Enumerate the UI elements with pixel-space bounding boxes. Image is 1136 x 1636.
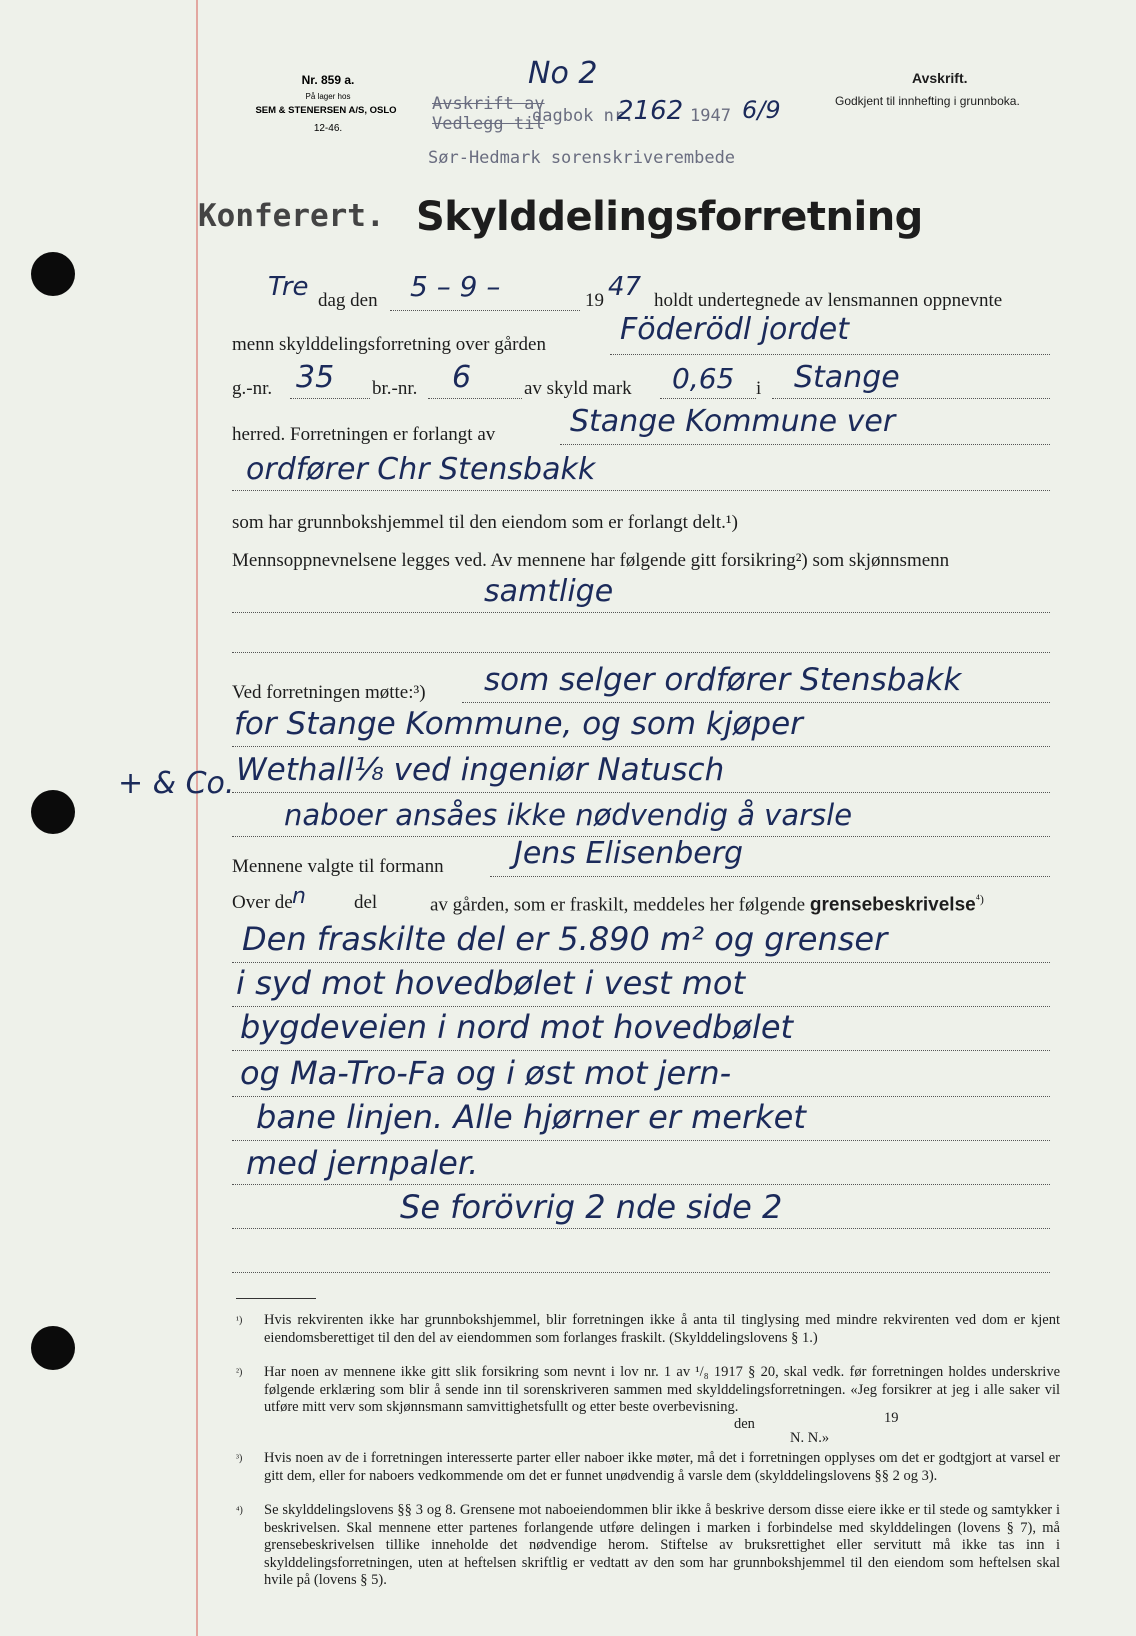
footnote-3-number: ³) [236, 1453, 243, 1464]
grense-rule-7 [232, 1228, 1050, 1229]
farm-label: menn skylddelingsforretning over gården [232, 334, 546, 355]
publisher-note: På lager hos [305, 92, 351, 101]
form-number: Nr. 859 a. [301, 73, 355, 87]
over-de-handwritten: n [292, 884, 306, 909]
dag-den-label: dag den [318, 290, 378, 311]
mote-line-1: som selger ordfører Stensbakk [484, 662, 962, 698]
grense-line-5: bane linjen. Alle hjørner er merket [256, 1098, 806, 1136]
hjemmel-text: som har grunnbokshjemmel til den eiendom som er forlangt delt.¹) [232, 512, 738, 533]
grense-rule-2 [232, 1006, 1050, 1007]
dagbok-label: dagbok nr. [532, 106, 635, 126]
office-stamp: Sør-Hedmark sorenskriverembede [428, 148, 736, 168]
grense-rule-5 [232, 1140, 1050, 1141]
dagbok-number: 2162 [617, 96, 684, 126]
footnote-2-signature: N. N.» [790, 1430, 830, 1446]
oppnevnelse-text: Mennsoppnevnelsene legges ved. Av mennene har følgende gitt forsikring²) som skjønnsmenn [232, 550, 950, 571]
year-stamp: 1947 [690, 106, 731, 126]
footnote-4-number: ⁴) [236, 1505, 243, 1516]
grense-rule-3 [232, 1050, 1050, 1051]
footnote-4-text: Se skylddelingslovens §§ 3 og 8. Grensene mot naboeiendommen blir ikke å beskrive dersom disse eiere ikke er til stede og samtykker i beskrivelsen. Skal mennene etter partenes forlangende utføre delingen i marken i forbindelse med skylddelingen (lovens § 7), må grensebeskrivelsen tillike inneholde det nødvendige herom. Stiftelse av bruksrettighet eller servitutt må ikke tas inn i skylddelingsforretningen, uten at heftelsen skriftlig er vedtatt av den som har grunnbokshjemmel til den eiendom som heftelsen skal hvile på (lovens § 5). [264, 1502, 1060, 1588]
grense-rule-4 [232, 1096, 1050, 1097]
over-rest: av gården, som er fraskilt, meddeles her følgende [430, 894, 806, 916]
grense-rule-1 [232, 962, 1050, 963]
gnr-label: g.-nr. [232, 378, 273, 399]
line9-rule [232, 652, 1050, 653]
mote-line-2: for Stange Kommune, og som kjøper [234, 706, 803, 742]
over-de-label: Over de [232, 892, 293, 913]
i-label: i [756, 378, 762, 399]
del-label: del [354, 892, 378, 913]
line8-rule [232, 612, 1050, 613]
requester-continued: ordfører Chr Stensbakk [246, 452, 596, 487]
bnr-value: 6 [452, 360, 472, 395]
bnr-rule [428, 398, 522, 399]
footnote-separator [236, 1298, 316, 1299]
mote-rule-1 [462, 702, 1050, 703]
mote-line-3: Wethall¹⁄₈ ved ingeniør Natusch [236, 752, 725, 788]
grense-rule-6 [232, 1184, 1050, 1185]
grense-line-3: bygdeveien i nord mot hovedbølet [240, 1008, 794, 1046]
place-value: Stange [794, 360, 900, 395]
mote-rule-2 [232, 746, 1050, 747]
grense-line [430, 892, 984, 916]
requester-label: herred. Forretningen er forlangt av [232, 424, 496, 445]
formann-value: Jens Elisenberg [514, 836, 744, 871]
footnote-1 [236, 1312, 1060, 1347]
footnote-4 [236, 1502, 1060, 1590]
farm-rule [610, 354, 1050, 355]
grense-line-6: med jernpaler. [246, 1144, 479, 1182]
year-handwritten: 47 [608, 272, 642, 302]
date-handwritten: 5 – 9 – [410, 270, 501, 303]
punch-hole-bottom [31, 1326, 75, 1370]
grense-rule-8 [232, 1272, 1050, 1273]
gnr-rule [290, 398, 370, 399]
grense-line-1: Den fraskilte del er 5.890 m² og grenser [242, 920, 888, 958]
publisher: SEM & STENERSEN A/S, OSLO [255, 105, 397, 116]
place-rule [772, 398, 1050, 399]
formann-rule [490, 876, 1050, 877]
bnr-label: br.-nr. [372, 378, 418, 399]
date-written: 6/9 [742, 96, 781, 124]
requester-value: Stange Kommune ver [570, 404, 896, 439]
requester-rule [560, 444, 1050, 445]
year-print: 19 [585, 290, 604, 311]
line1-text: holdt undertegnede av lensmannen oppnevnte [654, 290, 1003, 311]
grense-footnote-ref: ⁴) [975, 892, 984, 906]
konferert-stamp: Konferert. [198, 198, 385, 234]
footnote-3-text: Hvis noen av de i forretningen interesserte parter eller naboer ikke møter, må det i forretningen opplyses om det er godtgjort at varsel er gitt dem, eller for naboers vedkommende om det er funnet unødvendig å varsle dem (skylddelingslovens §§ 2 og 3). [264, 1450, 1060, 1484]
grense-line-7: Se forövrig 2 nde side 2 [400, 1188, 783, 1226]
grense-line-4: og Ma-Tro-Fa og i øst mot jern- [240, 1054, 732, 1092]
gnr-value: 35 [296, 360, 335, 395]
mote-label: Ved forretningen møtte:³) [232, 682, 426, 703]
day-handwritten: Tre [268, 272, 309, 302]
skyld-label: av skyld mark [524, 378, 632, 399]
footnote-1-number: ¹) [236, 1315, 243, 1326]
mote-rule-3 [232, 792, 1050, 793]
punch-hole-middle [31, 790, 75, 834]
vedlegg-til: Vedlegg til [432, 114, 545, 134]
footnote-2-number: ²) [236, 1367, 243, 1378]
page-title: Skylddelingsforretning [416, 194, 923, 240]
avskrift-title: Avskrift. [912, 70, 968, 86]
skyld-value: 0,65 [672, 362, 735, 395]
grense-line-2: i syd mot hovedbølet i vest mot [236, 964, 745, 1002]
formann-label: Mennene valgte til formann [232, 856, 444, 877]
line5-rule [232, 490, 1050, 491]
margin-note: + & Co. [118, 766, 235, 801]
handwritten-number: No 2 [528, 56, 598, 91]
skyld-rule [660, 398, 756, 399]
grense-bold: grensebeskrivelse [809, 894, 976, 916]
mote-line-4: naboer ansåes ikke nødvendig å varsle [284, 798, 853, 832]
footnote-2 [236, 1364, 1060, 1417]
avskrift-approval: Godkjent til innhefting i grunnboka. [835, 94, 1020, 108]
footnote-2-den: den [734, 1416, 755, 1432]
footnote-3 [236, 1450, 1060, 1485]
footnote-2-year: 19 [884, 1410, 899, 1426]
footnote-2-text: Har noen av mennene ikke gitt slik forsikring som nevnt i lov nr. 1 av ¹/₈ 1917 § 20, skal vedk. før forretningen holdes underskrive følgende erklæring som blir å sende inn til sorenskriveren sammen med skylddelingsforretningen. «Jeg forsikrer at jeg i alle saker vil utføre mitt verv som skjønnsmann samvittighetsfullt og etter beste overbevisning. [264, 1364, 1060, 1415]
footnote-1-text: Hvis rekvirenten ikke har grunnbokshjemmel, blir forretningen ikke å anta til tinglysing med mindre rekvirenten ved dom er kjent eiendomsberettiget til den del av eiendommen som forlanges fraskilt. (Skylddelingslovens § 1.) [264, 1312, 1060, 1346]
print-date: 12-46. [313, 123, 343, 134]
skjonnsmenn-value: samtlige [484, 574, 614, 609]
avskrift-av: Avskrift av [432, 94, 545, 114]
punch-hole-top [31, 252, 75, 296]
margin-rule [196, 0, 198, 1636]
date-rule [390, 310, 580, 311]
farm-name: Föderödl jordet [620, 312, 849, 347]
